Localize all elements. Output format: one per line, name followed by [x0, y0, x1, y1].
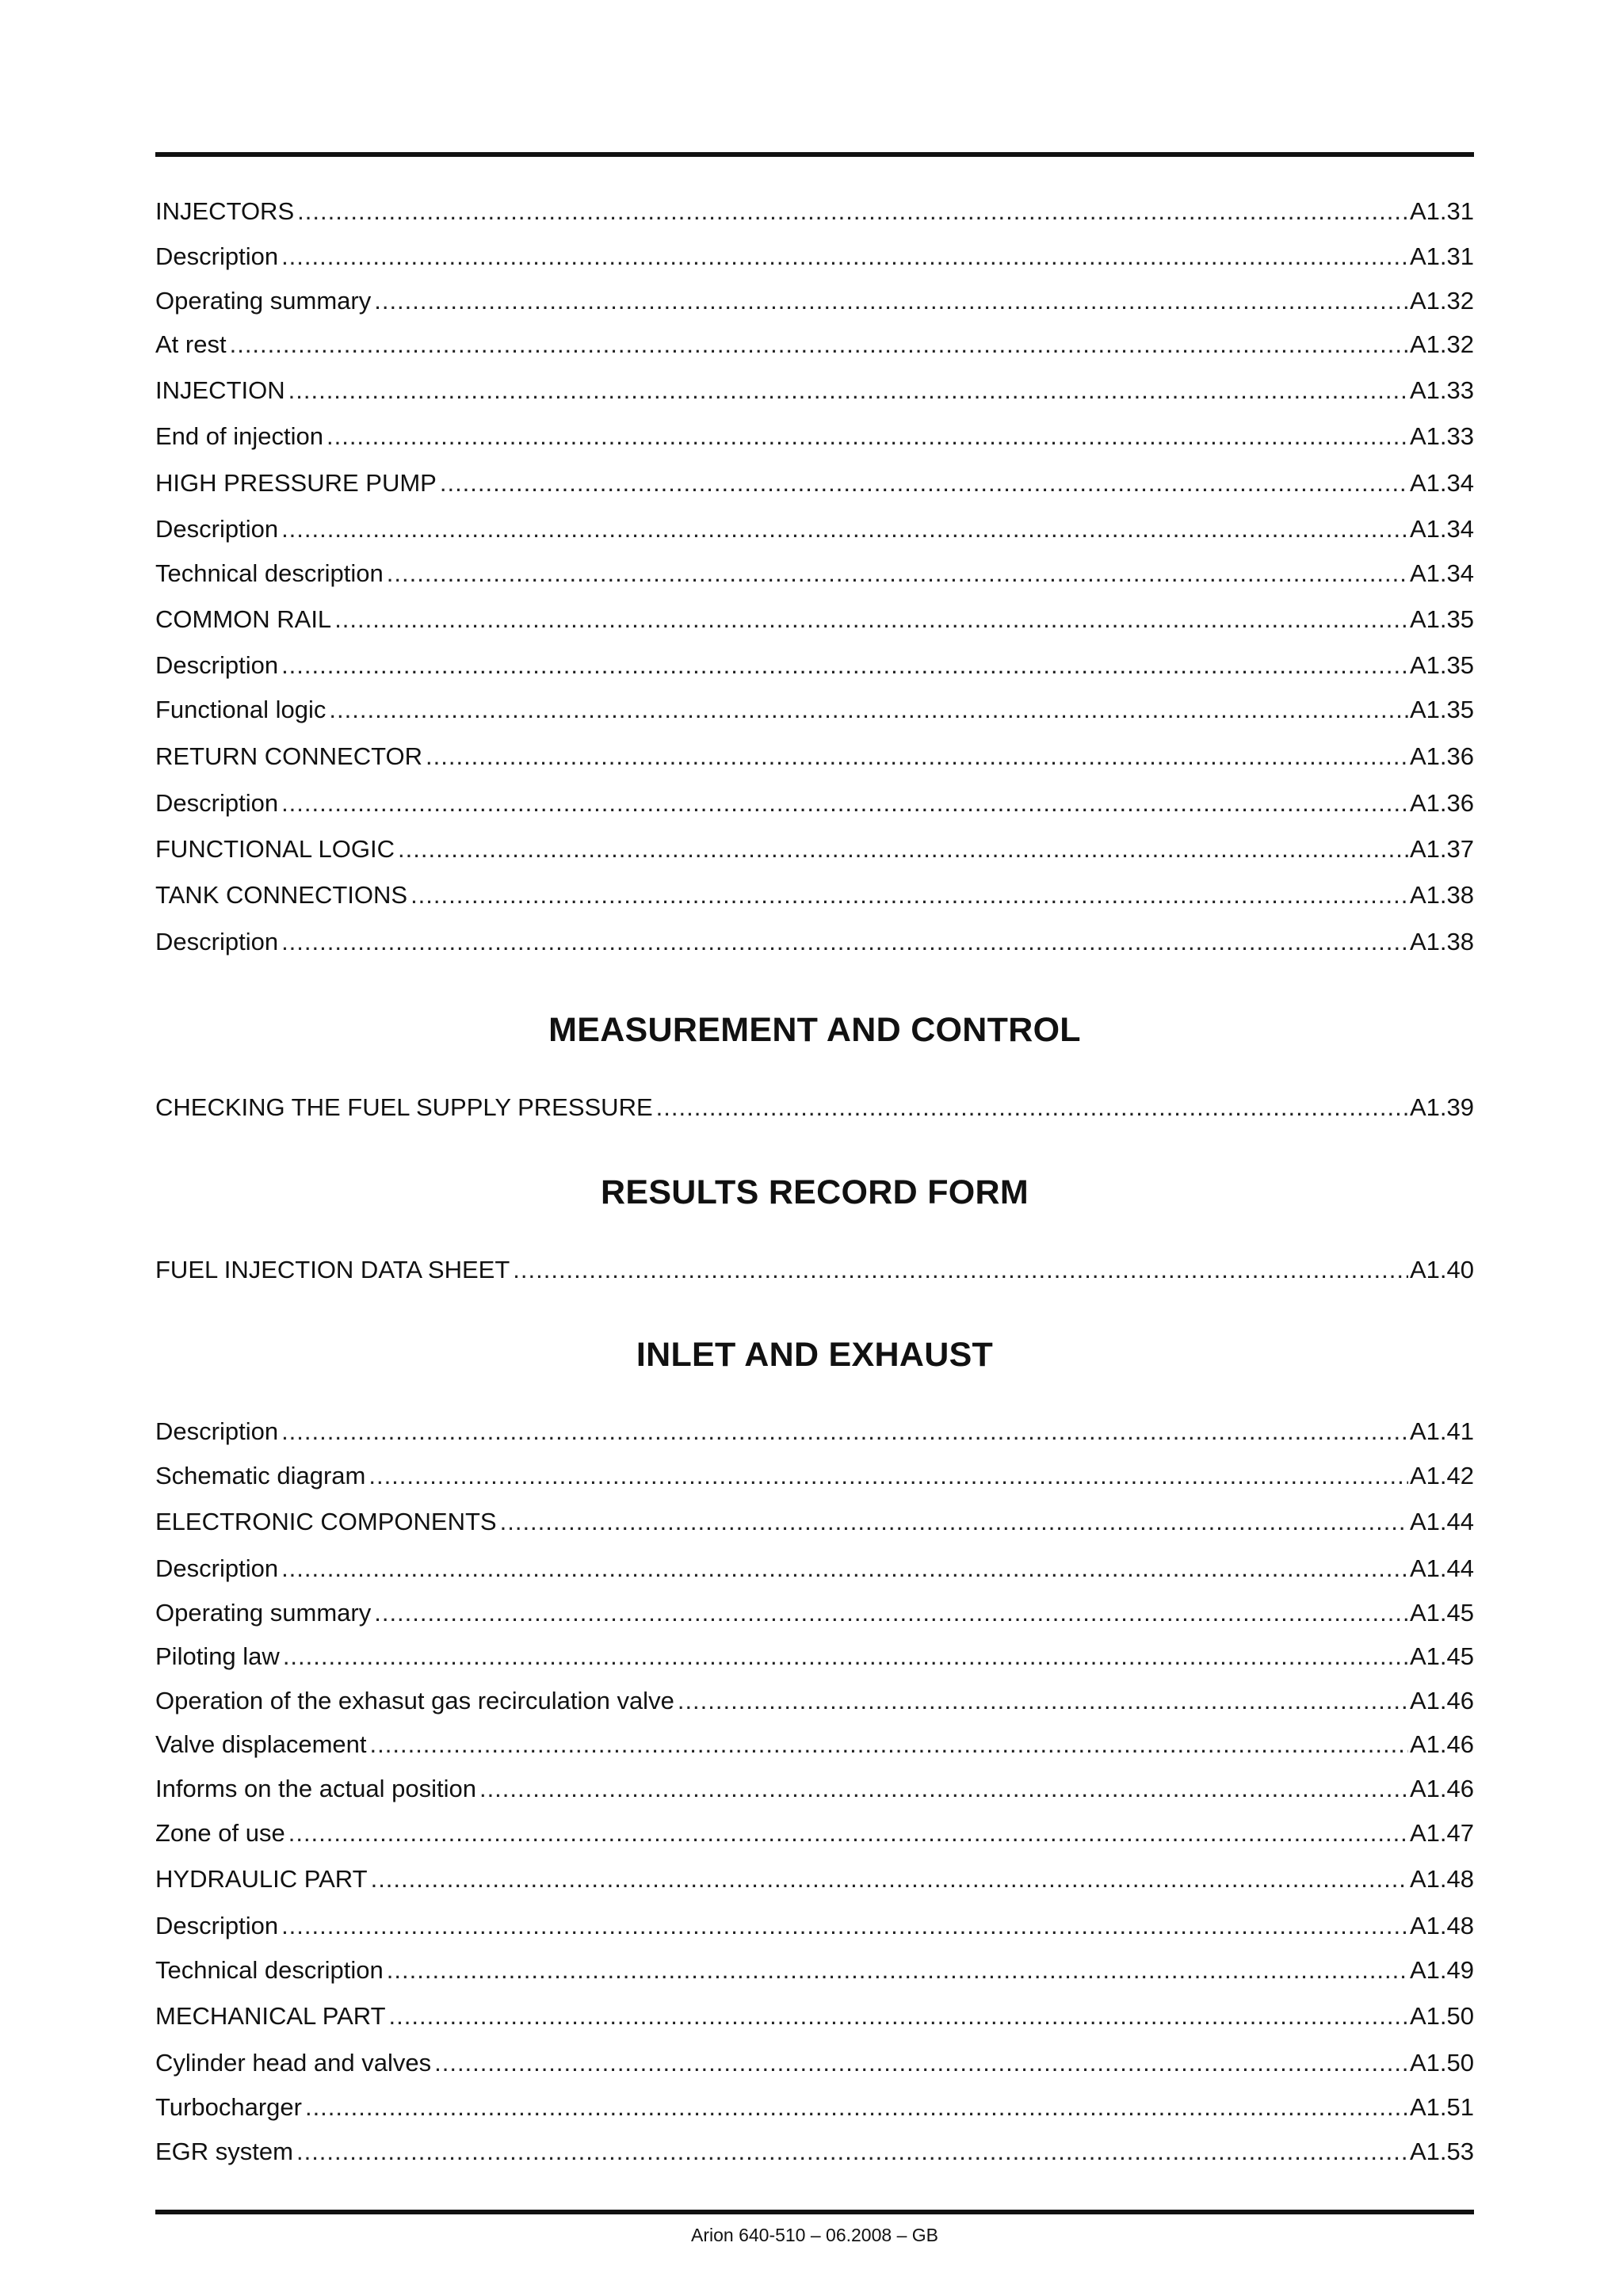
- toc-entry-label: At rest: [155, 330, 227, 358]
- toc-entry-label: RETURN CONNECTOR: [155, 742, 422, 770]
- toc-entry-label: Operating summary: [155, 287, 372, 315]
- toc-entry-page: A1.44: [1409, 1508, 1474, 1535]
- toc-entry-page: A1.53: [1409, 2138, 1474, 2165]
- toc-entry-label: End of injection: [155, 422, 323, 450]
- toc-entry-page: A1.32: [1409, 287, 1474, 315]
- toc-dot-leader: [281, 1553, 1408, 1585]
- toc-entry-label: Cylinder head and valves: [155, 2049, 432, 2077]
- toc-entry-page: A1.49: [1409, 1956, 1474, 1984]
- section-heading-results-record-form: RESULTS RECORD FORM: [600, 1173, 1029, 1211]
- page-footer: Arion 640-510 – 06.2008 – GB: [690, 2225, 938, 2245]
- toc-entry[interactable]: [155, 196, 1474, 227]
- toc-dot-leader: [281, 926, 1408, 958]
- toc-dot-leader: [281, 1910, 1408, 1942]
- toc-dot-leader: [374, 285, 1408, 317]
- section-heading-inlet-and-exhaust: INLET AND EXHAUST: [636, 1336, 994, 1374]
- toc-dot-leader: [281, 788, 1408, 819]
- toc-entry-label: EGR system: [155, 2138, 293, 2165]
- toc-entry-label: HIGH PRESSURE PUMP: [155, 469, 437, 497]
- toc-entry-page: A1.41: [1409, 1417, 1474, 1445]
- toc-entry-page: A1.31: [1409, 242, 1474, 270]
- toc-entry[interactable]: [155, 604, 1474, 635]
- toc-entry-label: Technical description: [155, 1956, 384, 1984]
- toc-entry-page: A1.34: [1409, 469, 1474, 497]
- toc-entry[interactable]: [155, 1863, 1474, 1895]
- toc-entry[interactable]: [155, 421, 1474, 452]
- toc-entry-label: FUEL INJECTION DATA SHEET: [155, 1256, 510, 1283]
- toc-entry[interactable]: [155, 329, 1474, 360]
- toc-dot-leader: [656, 1092, 1408, 1123]
- toc-entry-label: CHECKING THE FUEL SUPPLY PRESSURE: [155, 1093, 653, 1121]
- toc-entry-label: Operating summary: [155, 1599, 372, 1627]
- toc-dot-leader: [305, 2092, 1408, 2123]
- toc-entry[interactable]: [155, 1416, 1474, 1447]
- toc-entry-label: Description: [155, 928, 279, 955]
- toc-dot-leader: [297, 196, 1408, 227]
- toc-entry[interactable]: [155, 833, 1474, 865]
- toc-dot-leader: [334, 604, 1408, 635]
- toc-entry-label: Description: [155, 1912, 279, 1939]
- toc-dot-leader: [288, 1817, 1408, 1849]
- toc-entry-page: A1.51: [1409, 2093, 1474, 2121]
- toc-entry-label: INJECTION: [155, 376, 285, 404]
- toc-entry[interactable]: [155, 467, 1474, 499]
- toc-entry[interactable]: [155, 650, 1474, 681]
- toc-entry[interactable]: [155, 1460, 1474, 1492]
- toc-entry[interactable]: [155, 1092, 1474, 1123]
- toc-entry-page: A1.47: [1409, 1819, 1474, 1847]
- toc-entry-label: Schematic diagram: [155, 1462, 366, 1489]
- toc-entry-page: A1.45: [1409, 1642, 1474, 1670]
- toc-entry-label: Description: [155, 789, 279, 817]
- toc-entry-label: ELECTRONIC COMPONENTS: [155, 1508, 497, 1535]
- toc-dot-leader: [678, 1685, 1408, 1717]
- toc-entry-page: A1.37: [1409, 835, 1474, 863]
- toc-entry[interactable]: [155, 2092, 1474, 2123]
- toc-entry[interactable]: [155, 1506, 1474, 1538]
- toc-entry-page: A1.36: [1409, 789, 1474, 817]
- toc-entry[interactable]: [155, 1955, 1474, 1986]
- toc-dot-leader: [389, 2000, 1408, 2032]
- toc-dot-leader: [479, 1773, 1408, 1805]
- toc-entry-page: A1.45: [1409, 1599, 1474, 1627]
- toc-entry-page: A1.44: [1409, 1554, 1474, 1582]
- toc-entry-label: Valve displacement: [155, 1730, 367, 1758]
- toc-dot-leader: [370, 1729, 1408, 1760]
- toc-entry[interactable]: [155, 241, 1474, 273]
- toc-entry[interactable]: [155, 694, 1474, 726]
- toc-entry-page: A1.40: [1409, 1256, 1474, 1283]
- toc-dot-leader: [411, 879, 1408, 911]
- toc-entry-page: A1.35: [1409, 696, 1474, 723]
- toc-entry-page: A1.48: [1409, 1865, 1474, 1893]
- toc-entry[interactable]: [155, 1254, 1474, 1286]
- toc-entry-label: Operation of the exhasut gas recirculation valve: [155, 1687, 674, 1714]
- toc-entry[interactable]: [155, 1597, 1474, 1629]
- toc-entry-page: A1.39: [1409, 1093, 1474, 1121]
- toc-entry-page: A1.46: [1409, 1687, 1474, 1714]
- toc-dot-leader: [500, 1506, 1408, 1538]
- toc-entry[interactable]: [155, 741, 1474, 772]
- toc-dot-leader: [387, 1955, 1408, 1986]
- toc-dot-leader: [281, 513, 1408, 545]
- toc-entry-label: TANK CONNECTIONS: [155, 881, 408, 909]
- toc-entry[interactable]: [155, 1817, 1474, 1849]
- toc-entry-page: A1.36: [1409, 742, 1474, 770]
- toc-entry[interactable]: [155, 879, 1474, 911]
- toc-dot-leader: [369, 1460, 1408, 1492]
- toc-entry[interactable]: [155, 1910, 1474, 1942]
- toc-entry-label: Turbocharger: [155, 2093, 302, 2121]
- toc-dot-leader: [296, 2136, 1408, 2168]
- toc-entry-page: A1.33: [1409, 422, 1474, 450]
- toc-dot-leader: [513, 1254, 1408, 1286]
- toc-entry-label: MECHANICAL PART: [155, 2002, 386, 2030]
- toc-entry-page: A1.38: [1409, 928, 1474, 955]
- toc-entry[interactable]: [155, 558, 1474, 589]
- toc-entry[interactable]: [155, 1729, 1474, 1760]
- toc-entry[interactable]: [155, 2136, 1474, 2168]
- toc-entry-page: A1.50: [1409, 2002, 1474, 2030]
- toc-dot-leader: [281, 241, 1408, 273]
- toc-entry-label: Description: [155, 515, 279, 543]
- toc-entry-page: A1.42: [1409, 1462, 1474, 1489]
- toc-entry-page: A1.34: [1409, 515, 1474, 543]
- bottom-rule: [155, 2210, 1474, 2214]
- toc-entry-label: FUNCTIONAL LOGIC: [155, 835, 395, 863]
- toc-entry-label: Description: [155, 242, 279, 270]
- toc-dot-leader: [230, 329, 1408, 360]
- toc-dot-leader: [281, 650, 1408, 681]
- toc-entry[interactable]: [155, 1641, 1474, 1672]
- toc-dot-leader: [329, 694, 1408, 726]
- toc-entry-label: COMMON RAIL: [155, 605, 332, 633]
- toc-entry-label: Description: [155, 651, 279, 679]
- toc-entry-label: Zone of use: [155, 1819, 285, 1847]
- toc-dot-leader: [387, 558, 1408, 589]
- toc-entry-label: Piloting law: [155, 1642, 280, 1670]
- toc-entry[interactable]: [155, 375, 1474, 406]
- toc-dot-leader: [327, 421, 1408, 452]
- toc-entry-label: Functional logic: [155, 696, 327, 723]
- toc-entry[interactable]: [155, 1553, 1474, 1585]
- toc-entry[interactable]: [155, 1685, 1474, 1717]
- toc-dot-leader: [398, 833, 1408, 865]
- toc-entry-page: A1.35: [1409, 605, 1474, 633]
- toc-entry[interactable]: [155, 285, 1474, 317]
- toc-entry-label: HYDRAULIC PART: [155, 1865, 368, 1893]
- toc-dot-leader: [281, 1416, 1408, 1447]
- toc-dot-leader: [426, 741, 1408, 772]
- toc-dot-leader: [374, 1597, 1408, 1629]
- toc-dot-leader: [288, 375, 1408, 406]
- toc-entry[interactable]: [155, 513, 1474, 545]
- toc-entry-page: A1.46: [1409, 1730, 1474, 1758]
- toc-entry[interactable]: [155, 2000, 1474, 2032]
- toc-entry[interactable]: [155, 926, 1474, 958]
- toc-entry-label: INJECTORS: [155, 197, 295, 225]
- toc-entry-page: A1.50: [1409, 2049, 1474, 2077]
- toc-entry-page: A1.31: [1409, 197, 1474, 225]
- toc-dot-leader: [440, 467, 1408, 499]
- toc-entry-page: A1.38: [1409, 881, 1474, 909]
- section-heading-measurement-and-control: MEASUREMENT AND CONTROL: [548, 1011, 1081, 1049]
- toc-entry[interactable]: [155, 788, 1474, 819]
- toc-entry-page: A1.33: [1409, 376, 1474, 404]
- toc-entry-label: Technical description: [155, 559, 384, 587]
- top-rule: [155, 152, 1474, 157]
- toc-dot-leader: [371, 1863, 1408, 1895]
- toc-entry-label: Informs on the actual position: [155, 1775, 476, 1802]
- toc-entry[interactable]: [155, 2047, 1474, 2079]
- toc-entry-page: A1.46: [1409, 1775, 1474, 1802]
- toc-dot-leader: [283, 1641, 1408, 1672]
- toc-entry-page: A1.35: [1409, 651, 1474, 679]
- toc-entry-label: Description: [155, 1554, 279, 1582]
- toc-entry[interactable]: [155, 1773, 1474, 1805]
- toc-entry-label: Description: [155, 1417, 279, 1445]
- toc-dot-leader: [434, 2047, 1408, 2079]
- toc-entry-page: A1.48: [1409, 1912, 1474, 1939]
- toc-entry-page: A1.34: [1409, 559, 1474, 587]
- toc-entry-page: A1.32: [1409, 330, 1474, 358]
